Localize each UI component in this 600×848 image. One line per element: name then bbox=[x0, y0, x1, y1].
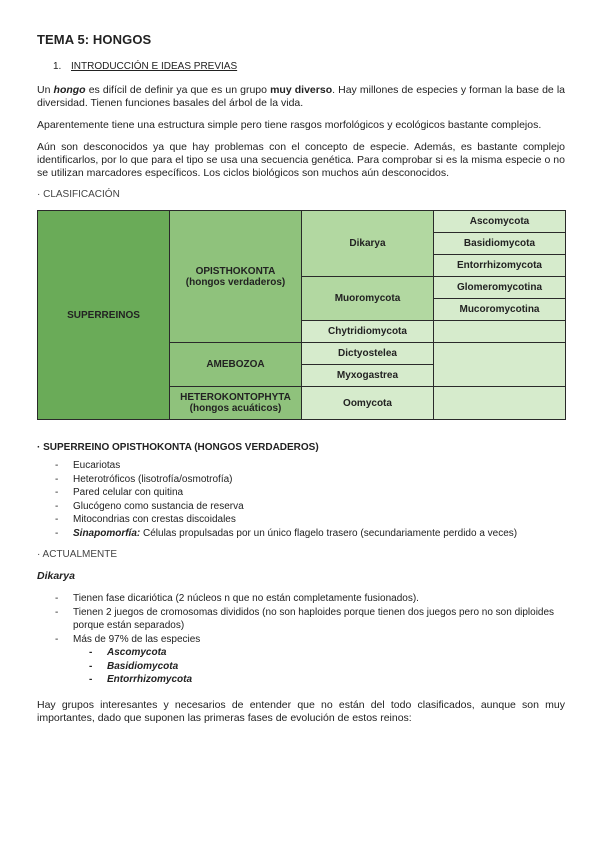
opisthokonta-heading: · SUPERREINO OPISTHOKONTA (HONGOS VERDADEROS) bbox=[37, 442, 319, 453]
opisthokonta-label: OPISTHOKONTA bbox=[195, 265, 276, 277]
cell-empty bbox=[434, 387, 566, 420]
list-item: - Pared celular con quitina bbox=[55, 486, 565, 500]
list-item-text: Más de 97% de las especies bbox=[73, 633, 201, 645]
paragraph-hongo-definition bbox=[37, 84, 565, 110]
cell-mucoromycotina: Mucoromycotina bbox=[434, 299, 566, 321]
sublist-item: - Entorrhizomycota bbox=[89, 673, 565, 687]
cell-oomycota: Oomycota bbox=[302, 387, 434, 420]
term-muy-diverso: muy diverso bbox=[270, 84, 333, 96]
cell-empty bbox=[434, 321, 566, 343]
paragraph-structure: Aparentemente tiene una estructura simple pero tiene rasgos morfológicos y ecológicos bastante complejos. bbox=[37, 119, 542, 131]
intro-heading bbox=[53, 61, 565, 72]
dikarya-list bbox=[37, 592, 565, 687]
term-hongo: hongo bbox=[53, 84, 86, 96]
cell-empty bbox=[434, 343, 566, 387]
cell-myxogastrea: Myxogastrea bbox=[302, 365, 434, 387]
list-item: - Tienen 2 juegos de cromosomas divididos (no son haploides porque tienen dos juegos pero no son diploides porque están separados) bbox=[55, 606, 565, 633]
list-item: - Tienen fase dicariótica (2 núcleos n que no están completamente fusionados). bbox=[55, 592, 565, 606]
heterokontophyta-sub: (hongos acuáticos) bbox=[189, 403, 282, 414]
opisthokonta-sub: (hongos verdaderos) bbox=[185, 276, 286, 288]
cell-basidiomycota: Basidiomycota bbox=[434, 233, 566, 255]
cell-opisthokonta bbox=[170, 211, 302, 343]
cell-dikarya: Dikarya bbox=[302, 211, 434, 277]
dikarya-sublist bbox=[73, 646, 565, 687]
dikarya-heading: Dikarya bbox=[37, 570, 75, 582]
list-item: - Eucariotas bbox=[55, 459, 565, 473]
paragraph-unknowns: Aún son desconocidos ya que hay problemas con el concepto de especie. Además, es bastante complejo identificarlos, por lo que para el tipo se usa una secuencia genética. Para comprobar si es la misma especie o no se utilizan marcadores específicos. Los ciclos biológicos son muchos aún desconocidos. bbox=[37, 141, 565, 179]
heterokontophyta-label: HETEROKONTOPHYTA bbox=[180, 392, 291, 403]
list-item-sinapomorfia bbox=[55, 527, 565, 541]
sinapomorfia-text: Células propulsadas por un único flagelo trasero (secundariamente perdido a veces) bbox=[140, 527, 518, 539]
intro-number: 1. bbox=[53, 61, 62, 72]
list-item: - Mitocondrias con crestas discoidales bbox=[55, 513, 565, 527]
text-run: . Hay millones de especies y forman la base de la diversidad. Tienen funciones basales del árbol de la vida. bbox=[37, 84, 566, 109]
list-item: - Heterotróficos (lisotrofía/osmotrofía) bbox=[55, 473, 565, 487]
page-title: TEMA 5: HONGOS bbox=[37, 32, 152, 47]
cell-glomeromycotina: Glomeromycotina bbox=[434, 277, 566, 299]
cell-superreinos: SUPERREINOS bbox=[38, 211, 170, 420]
intro-heading-text: INTRODUCCIÓN E IDEAS PREVIAS bbox=[71, 61, 238, 72]
cell-amebozoa: AMEBOZOA bbox=[170, 343, 302, 387]
sublist-item: - Basidiomycota bbox=[89, 660, 565, 674]
cell-muoromycota: Muoromycota bbox=[302, 277, 434, 321]
cell-ascomycota: Ascomycota bbox=[434, 211, 566, 233]
cell-heterokontophyta bbox=[170, 387, 302, 420]
list-item bbox=[55, 633, 565, 687]
cell-dictyostelea: Dictyostelea bbox=[302, 343, 434, 365]
sublist-item: - Ascomycota bbox=[89, 646, 565, 660]
cell-chytridiomycota: Chytridiomycota bbox=[302, 321, 434, 343]
actualmente-label: · ACTUALMENTE bbox=[37, 549, 118, 560]
paragraph-closing: Hay grupos interesantes y necesarios de entender que no están del todo clasificados, aunque son muy importantes, dado que suponen las primeras fases de evolución de estos reinos: bbox=[37, 698, 565, 724]
sinapomorfia-label: Sinapomorfía: bbox=[73, 527, 141, 539]
list-item: - Glucógeno como sustancia de reserva bbox=[55, 500, 565, 514]
opisthokonta-list bbox=[37, 459, 565, 540]
classification-table bbox=[37, 210, 566, 420]
cell-entorrhizomycota: Entorrhizomycota bbox=[434, 255, 566, 277]
document-page bbox=[37, 32, 565, 734]
text-run: Un bbox=[37, 84, 54, 96]
text-run: es difícil de definir ya que es un grupo bbox=[85, 84, 271, 96]
clasificacion-label: · CLASIFICACIÓN bbox=[37, 189, 120, 200]
